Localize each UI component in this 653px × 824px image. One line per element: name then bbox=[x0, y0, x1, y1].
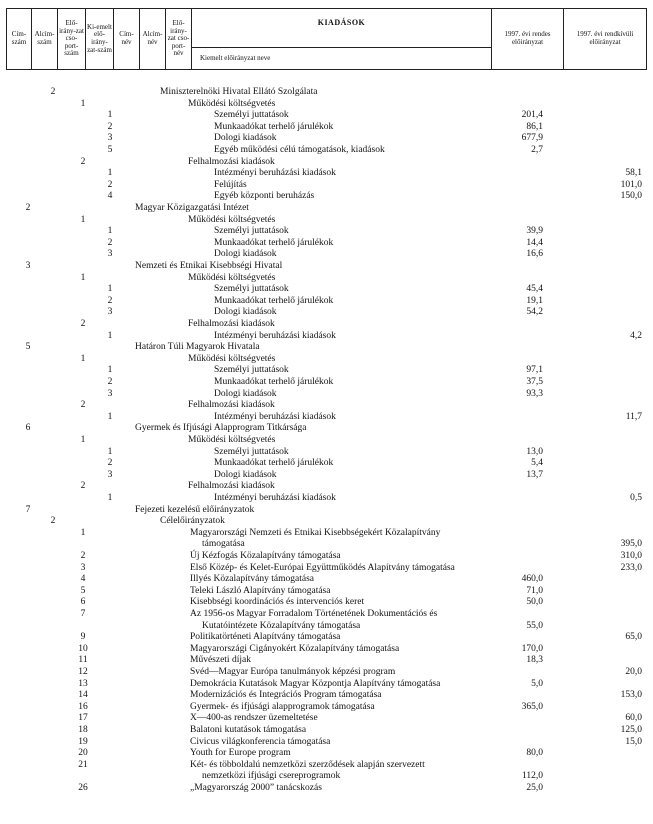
row-value-rendkivuli: 150,0 bbox=[620, 191, 642, 202]
table-row bbox=[0, 353, 653, 365]
row-number: 1 bbox=[107, 493, 113, 503]
table-row bbox=[0, 550, 653, 562]
row-number: 14 bbox=[78, 690, 88, 701]
row-value-rendkivuli: 4,2 bbox=[630, 330, 642, 341]
row-number: 10 bbox=[78, 643, 88, 654]
table-row bbox=[0, 712, 653, 724]
row-name: Magyarországi Nemzeti és Etnikai Kisebbségekért Közalapítvány bbox=[190, 527, 441, 538]
row-value-rendes: 37,5 bbox=[526, 377, 543, 387]
row-number: 21 bbox=[78, 759, 88, 770]
row-number: 11 bbox=[78, 655, 88, 666]
header-kiemelt-eloiranyzat-szam: Ki-emelt elő-irány-zat-szám bbox=[86, 9, 114, 69]
row-number: 1 bbox=[107, 446, 113, 457]
row-name: nemzetközi ifjúsági csereprogramok bbox=[202, 771, 341, 782]
row-value-rendkivuli: 65,0 bbox=[625, 632, 642, 643]
row-value-rendes: 5,4 bbox=[531, 458, 543, 469]
row-number: 5 bbox=[25, 342, 31, 353]
row-value-rendes: 86,1 bbox=[526, 121, 543, 132]
table-row bbox=[0, 376, 653, 388]
table-row bbox=[0, 689, 653, 701]
row-name: Működési költségvetés bbox=[188, 353, 276, 364]
table-row bbox=[0, 770, 653, 782]
row-value-rendes: 55,0 bbox=[526, 620, 543, 631]
row-value-rendes: 460,0 bbox=[521, 574, 543, 585]
row-value-rendes: 170,0 bbox=[521, 643, 543, 654]
row-number: 4 bbox=[80, 574, 86, 585]
row-name: Első Közép- és Kelet-Európai Együttműködés Alapítvány támogatása bbox=[190, 562, 455, 573]
row-name: Személyi juttatások bbox=[214, 446, 289, 457]
header-kiemelt-nev: Kiemelt előirányzat neve bbox=[200, 54, 271, 63]
row-number: 2 bbox=[107, 121, 113, 132]
table-row bbox=[0, 306, 653, 318]
table-row bbox=[0, 596, 653, 608]
row-name: Felhalmozási kiadások bbox=[188, 156, 275, 167]
table-row bbox=[0, 782, 653, 794]
row-number: 6 bbox=[25, 423, 31, 434]
table-row bbox=[0, 341, 653, 353]
row-number: 2 bbox=[107, 179, 113, 190]
row-name: Személyi juttatások bbox=[214, 110, 289, 121]
table-row bbox=[0, 573, 653, 585]
row-number: 2 bbox=[80, 156, 86, 167]
row-value-rendes: 97,1 bbox=[526, 365, 543, 376]
row-value-rendes: 93,3 bbox=[526, 388, 543, 399]
table-row bbox=[0, 156, 653, 168]
table-row bbox=[0, 330, 653, 342]
row-number: 2 bbox=[80, 319, 86, 329]
table-row bbox=[0, 283, 653, 295]
row-name: Felhalmozási kiadások bbox=[188, 400, 275, 411]
row-name: Az 1956-os Magyar Forradalom Történetének Dokumentációs és bbox=[190, 609, 438, 619]
row-name: Munkaadókat terhelő járulékok bbox=[214, 121, 334, 132]
table-row bbox=[0, 167, 653, 179]
row-name: Működési költségvetés bbox=[188, 98, 276, 109]
row-number: 16 bbox=[78, 701, 88, 712]
row-value-rendes: 201,4 bbox=[521, 110, 543, 121]
row-name: Dologi kiadások bbox=[214, 307, 277, 318]
table-row bbox=[0, 457, 653, 469]
table-row bbox=[0, 144, 653, 156]
row-name: Működési költségvetés bbox=[188, 214, 276, 225]
row-number: 2 bbox=[25, 203, 31, 213]
row-name: Munkaadókat terhelő járulékok bbox=[214, 237, 334, 248]
row-value-rendkivuli: 125,0 bbox=[620, 725, 642, 735]
header-eloiranyzat-csoport-szam: Elő-irány-zat cso-port-szám bbox=[58, 9, 86, 69]
table-row bbox=[0, 190, 653, 202]
row-value-rendkivuli: 11,7 bbox=[625, 411, 642, 422]
table-row bbox=[0, 492, 653, 504]
row-name: Felhalmozási kiadások bbox=[188, 481, 275, 492]
row-name: Kisebbségi koordinációs és intervenciós keret bbox=[190, 597, 365, 608]
row-value-rendkivuli: 58,1 bbox=[625, 168, 642, 179]
table-row bbox=[0, 724, 653, 736]
row-number: 26 bbox=[78, 783, 88, 793]
row-name: Intézményi beruházási kiadások bbox=[214, 168, 336, 179]
row-number: 3 bbox=[107, 133, 113, 144]
row-name: Két- és többoldalú nemzetközi szerződések alapján szervezett bbox=[190, 759, 425, 770]
table-row bbox=[0, 364, 653, 376]
table-row bbox=[0, 388, 653, 400]
header-eloiranyzat-csoport-nev: Elő-irány-zat cso-port-név bbox=[166, 9, 192, 69]
row-name: Intézményi beruházási kiadások bbox=[214, 411, 336, 422]
row-number: 9 bbox=[80, 632, 86, 643]
row-number: 2 bbox=[80, 551, 86, 561]
row-number: 2 bbox=[107, 237, 113, 248]
row-value-rendes: 19,1 bbox=[526, 295, 543, 306]
table-row bbox=[0, 260, 653, 272]
row-value-rendes: 80,0 bbox=[526, 748, 543, 759]
row-name: Modernizációs és Integrációs Program támogatása bbox=[190, 690, 382, 701]
header-1997-rendkivuli: 1997. évi rendkívüli előirányzat bbox=[576, 30, 634, 46]
row-name: Új Kézfogás Közalapítvány támogatása bbox=[190, 551, 341, 561]
table-row bbox=[0, 747, 653, 759]
row-name: Munkaadókat terhelő járulékok bbox=[214, 377, 334, 387]
table-row bbox=[0, 480, 653, 492]
table-row bbox=[0, 631, 653, 643]
row-number: 1 bbox=[80, 98, 86, 109]
row-name: Kutatóintézete Közalapítvány támogatása bbox=[202, 620, 361, 631]
row-name: Miniszterelnöki Hivatal Ellátó Szolgálata bbox=[160, 87, 318, 97]
row-name: Felújítás bbox=[214, 179, 247, 190]
row-name: Határon Túli Magyarok Hivatala bbox=[135, 342, 260, 353]
header-cim-nev: Cím-név bbox=[114, 9, 140, 69]
row-number: 3 bbox=[25, 261, 31, 271]
table-row bbox=[0, 585, 653, 597]
row-value-rendes: 112,0 bbox=[521, 771, 543, 782]
table-row bbox=[0, 237, 653, 249]
row-name: Balatoni kutatások támogatása bbox=[190, 725, 307, 735]
table-row bbox=[0, 399, 653, 411]
table-row bbox=[0, 248, 653, 260]
row-number: 1 bbox=[80, 435, 86, 445]
header-alcim-szam: Alcím-szám bbox=[32, 9, 58, 69]
row-name: Youth for Europe program bbox=[190, 748, 291, 759]
table-row bbox=[0, 643, 653, 655]
table-row bbox=[0, 179, 653, 191]
table-row bbox=[0, 411, 653, 423]
row-number: 7 bbox=[25, 504, 31, 515]
header-cim-szam: Cím-szám bbox=[7, 9, 32, 69]
table-row bbox=[0, 121, 653, 133]
row-number: 1 bbox=[80, 214, 86, 225]
row-value-rendkivuli: 395,0 bbox=[620, 539, 642, 550]
row-name: Munkaadókat terhelő járulékok bbox=[214, 295, 334, 306]
row-name: Felhalmozási kiadások bbox=[188, 319, 275, 329]
row-number: 5 bbox=[107, 145, 113, 155]
row-value-rendes: 18,3 bbox=[526, 655, 543, 666]
row-name: X—400-as rendszer üzemeltetése bbox=[190, 713, 318, 724]
row-name: Művészeti díjak bbox=[190, 655, 251, 666]
row-value-rendkivuli: 60,0 bbox=[625, 713, 642, 724]
header-1997-rendes: 1997. évi rendes előirányzat bbox=[492, 9, 564, 69]
row-number: 2 bbox=[50, 516, 56, 527]
row-number: 19 bbox=[78, 736, 88, 747]
table-row bbox=[0, 538, 653, 550]
row-number: 2 bbox=[80, 481, 86, 492]
row-number: 1 bbox=[107, 110, 113, 121]
table-row bbox=[0, 469, 653, 481]
row-number: 13 bbox=[78, 678, 88, 689]
row-name: Személyi juttatások bbox=[214, 365, 289, 376]
row-number: 6 bbox=[80, 597, 86, 608]
row-name: Célelőirányzatok bbox=[160, 516, 225, 527]
table-row bbox=[0, 422, 653, 434]
header-kiadasok: KIADÁSOK bbox=[317, 18, 366, 27]
row-value-rendkivuli: 0,5 bbox=[630, 493, 642, 503]
row-number: 3 bbox=[107, 249, 113, 260]
row-value-rendes: 25,0 bbox=[526, 783, 543, 793]
row-number: 1 bbox=[80, 527, 86, 538]
row-value-rendes: 16,6 bbox=[526, 249, 543, 260]
row-number: 7 bbox=[80, 609, 86, 619]
row-number: 1 bbox=[80, 353, 86, 364]
row-number: 1 bbox=[107, 226, 113, 237]
table-row bbox=[0, 446, 653, 458]
row-name: Intézményi beruházási kiadások bbox=[214, 330, 336, 341]
table-row bbox=[0, 608, 653, 620]
row-value-rendes: 5,0 bbox=[531, 678, 543, 689]
table-row bbox=[0, 678, 653, 690]
row-name: Egyéb központi beruházás bbox=[214, 191, 315, 202]
row-value-rendkivuli: 101,0 bbox=[620, 179, 642, 190]
row-number: 3 bbox=[107, 388, 113, 399]
header-alcim-nev: Alcím-név bbox=[140, 9, 166, 69]
row-value-rendes: 13,7 bbox=[526, 469, 543, 480]
row-value-rendkivuli: 15,0 bbox=[625, 736, 642, 747]
table-row bbox=[0, 736, 653, 748]
row-number: 2 bbox=[107, 458, 113, 469]
table-row bbox=[0, 272, 653, 284]
table-row bbox=[0, 318, 653, 330]
row-name: Dologi kiadások bbox=[214, 469, 277, 480]
table-row bbox=[0, 434, 653, 446]
table-row bbox=[0, 98, 653, 110]
table-row bbox=[0, 295, 653, 307]
row-number: 1 bbox=[107, 411, 113, 422]
row-number: 2 bbox=[107, 377, 113, 387]
row-name: Illyés Közalapítvány támogatása bbox=[190, 574, 314, 585]
row-number: 2 bbox=[107, 295, 113, 306]
table-row bbox=[0, 86, 653, 98]
row-value-rendkivuli: 233,0 bbox=[620, 562, 642, 573]
table-row bbox=[0, 132, 653, 144]
table-row bbox=[0, 202, 653, 214]
row-name: Magyar Közigazgatási Intézet bbox=[135, 203, 249, 213]
row-number: 1 bbox=[107, 284, 113, 295]
row-value-rendes: 365,0 bbox=[521, 701, 543, 712]
row-number: 2 bbox=[50, 87, 56, 97]
table-row bbox=[0, 214, 653, 226]
row-value-rendes: 677,9 bbox=[521, 133, 543, 144]
row-name: támogatása bbox=[202, 539, 245, 550]
row-name: Magyarországi Cigányokért Közalapítvány támogatása bbox=[190, 643, 400, 654]
row-number: 18 bbox=[78, 725, 88, 735]
row-number: 12 bbox=[78, 667, 88, 677]
row-name: Gyermek és Ifjúsági Alapprogram Titkársága bbox=[135, 423, 307, 434]
table-row bbox=[0, 620, 653, 632]
row-value-rendes: 54,2 bbox=[526, 307, 543, 318]
row-number: 3 bbox=[107, 469, 113, 480]
row-number: 1 bbox=[107, 365, 113, 376]
row-value-rendes: 39,9 bbox=[526, 226, 543, 237]
table-row bbox=[0, 654, 653, 666]
row-name: Munkaadókat terhelő járulékok bbox=[214, 458, 334, 469]
row-number: 3 bbox=[107, 307, 113, 318]
row-number: 5 bbox=[80, 585, 86, 596]
table-row bbox=[0, 562, 653, 574]
row-value-rendkivuli: 310,0 bbox=[620, 551, 642, 561]
row-name: Politikatörténeti Alapítvány támogatása bbox=[190, 632, 341, 643]
row-name: Svéd—Magyar Európa tanulmányok képzési program bbox=[190, 667, 396, 677]
table-row bbox=[0, 527, 653, 539]
row-value-rendes: 13,0 bbox=[526, 446, 543, 457]
row-name: Demokrácia Kutatások Magyar Központja Alapítvány támogatása bbox=[190, 678, 441, 689]
row-number: 17 bbox=[78, 713, 88, 724]
row-number: 2 bbox=[80, 400, 86, 411]
row-value-rendkivuli: 153,0 bbox=[620, 690, 642, 701]
table-row bbox=[0, 759, 653, 771]
row-number: 1 bbox=[107, 330, 113, 341]
row-number: 20 bbox=[78, 748, 88, 759]
row-value-rendes: 71,0 bbox=[526, 585, 543, 596]
row-name: Személyi juttatások bbox=[214, 226, 289, 237]
row-number: 1 bbox=[107, 168, 113, 179]
row-value-rendes: 45,4 bbox=[526, 284, 543, 295]
row-name: Személyi juttatások bbox=[214, 284, 289, 295]
row-name: Működési költségvetés bbox=[188, 272, 276, 283]
row-name: Dologi kiadások bbox=[214, 249, 277, 260]
row-value-rendes: 2,7 bbox=[531, 145, 543, 155]
row-number: 3 bbox=[80, 562, 86, 573]
row-name: Működési költségvetés bbox=[188, 435, 276, 445]
row-number: 1 bbox=[80, 272, 86, 283]
row-name: Nemzeti és Etnikai Kisebbségi Hivatal bbox=[135, 261, 283, 271]
row-value-rendes: 50,0 bbox=[526, 597, 543, 608]
table-row bbox=[0, 109, 653, 121]
table-row bbox=[0, 515, 653, 527]
row-name: Civicus világkonferencia támogatása bbox=[190, 736, 331, 747]
row-value-rendes: 14,4 bbox=[526, 237, 543, 248]
row-name: „Magyarország 2000” tanácskozás bbox=[190, 783, 322, 793]
row-value-rendkivuli: 20,0 bbox=[625, 667, 642, 677]
table-row bbox=[0, 225, 653, 237]
row-name: Dologi kiadások bbox=[214, 133, 277, 144]
row-name: Gyermek- és ifjúsági alapprogramok támogatása bbox=[190, 701, 375, 712]
row-name: Fejezeti kezelésű előirányzatok bbox=[135, 504, 255, 515]
table-row bbox=[0, 701, 653, 713]
row-name: Intézményi beruházási kiadások bbox=[214, 493, 336, 503]
row-name: Dologi kiadások bbox=[214, 388, 277, 399]
row-number: 4 bbox=[107, 191, 113, 202]
row-name: Teleki László Alapítvány támogatása bbox=[190, 585, 331, 596]
table-row bbox=[0, 504, 653, 516]
table-row bbox=[0, 666, 653, 678]
row-name: Egyéb működési célú támogatások, kiadások bbox=[214, 145, 385, 155]
